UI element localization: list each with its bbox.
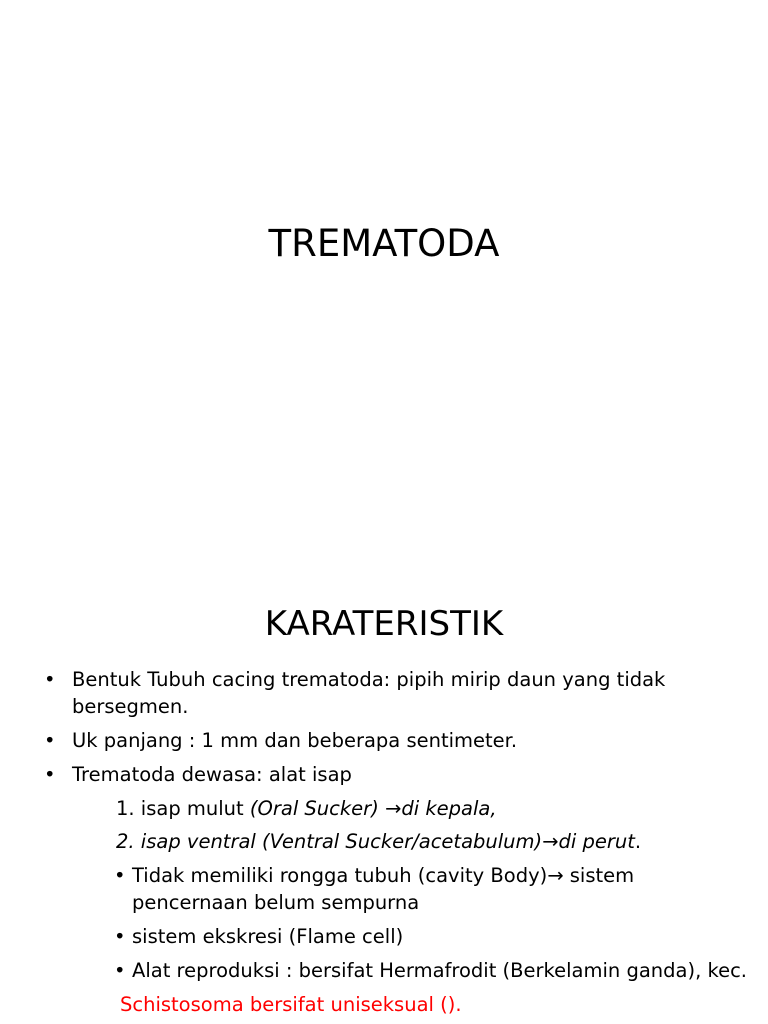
item-1-prefix: 1. isap mulut xyxy=(116,797,250,820)
sub-bullet-1-line-1 xyxy=(132,862,634,889)
bullet-1-line-2: bersegmen. xyxy=(72,695,189,718)
item-2-suffix: di perut xyxy=(558,830,635,853)
red-note: Schistosoma bersifat uniseksual (). xyxy=(120,993,462,1016)
sub-bullet-marker: • xyxy=(114,959,126,982)
item-1-italic: (Oral Sucker) xyxy=(249,797,379,820)
bullet-3: Trematoda dewasa: alat isap xyxy=(72,763,352,786)
slide-2-title: KARATERISTIK xyxy=(264,604,504,644)
arrow-icon: → xyxy=(385,797,402,820)
item-2-period: . xyxy=(634,830,642,853)
bullet-marker: • xyxy=(44,668,56,691)
item-1 xyxy=(116,795,497,822)
item-2-italic: 2. isap ventral (Ventral Sucker/acetabulum) xyxy=(116,830,543,853)
sub-bullet-marker: • xyxy=(114,864,126,887)
bullet-marker: • xyxy=(44,763,56,786)
sub-bullet-1-line-2: pencernaan belum sempurna xyxy=(132,891,420,914)
sub-bullet-1-text-a: Tidak memiliki rongga tubuh (cavity Body) xyxy=(132,864,548,887)
sub-bullet-marker: • xyxy=(114,925,126,948)
arrow-icon: → xyxy=(547,864,564,887)
slide-1-title: TREMATODA xyxy=(268,222,500,265)
arrow-icon: → xyxy=(542,830,559,853)
bullet-2: Uk panjang : 1 mm dan beberapa sentimeter. xyxy=(72,729,518,752)
bullet-1-line-1: Bentuk Tubuh cacing trematoda: pipih mirip daun yang tidak xyxy=(72,668,666,691)
item-2 xyxy=(116,828,641,855)
sub-bullet-2: sistem ekskresi (Flame cell) xyxy=(132,925,404,948)
bullet-marker: • xyxy=(44,729,56,752)
slide-karateristik xyxy=(0,512,768,1024)
sub-bullet-3: Alat reproduksi : bersifat Hermafrodit (Berkelamin ganda), kec. xyxy=(132,959,748,982)
sub-bullet-1-text-b: sistem xyxy=(563,864,635,887)
item-1-suffix: di kepala, xyxy=(401,797,497,820)
